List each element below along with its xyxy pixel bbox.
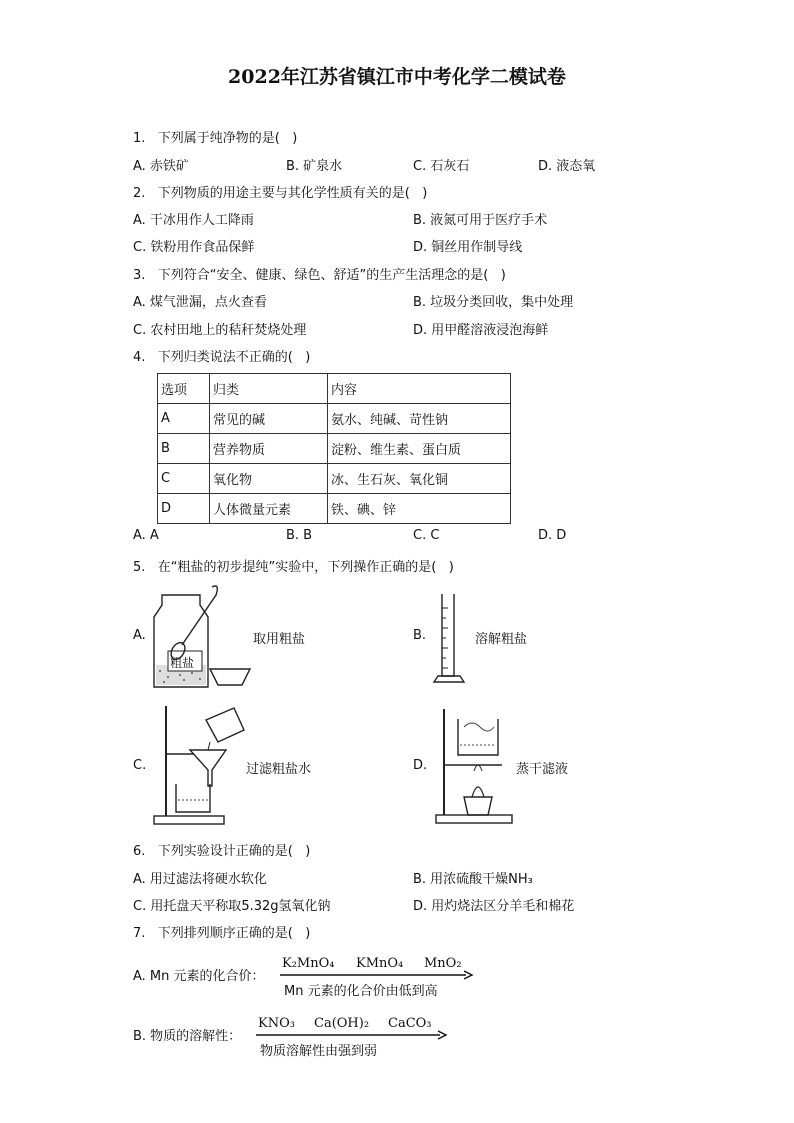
q7-a-item-3: MnO₂ (424, 956, 462, 971)
table-cell: 冰、生石灰、氧化铜 (328, 464, 511, 494)
q7-option-b-label: B. 物质的溶解性： (133, 1029, 242, 1044)
table-cell: 营养物质 (210, 434, 328, 464)
classification-table (157, 373, 511, 524)
table-cell: 氨水、纯碱、苛性钠 (328, 404, 511, 434)
q3-option-c: C. 农村田地上的秸秆焚烧处理 (133, 323, 307, 338)
q5-option-c-letter: C. (133, 758, 147, 773)
q7-b-item-1: KNO₃ (258, 1016, 295, 1031)
q5-option-d-text: 蒸干滤液 (516, 762, 569, 777)
question-3-stem: 3. 下列符合“安全、健康、绿色、舒适”的生产生活理念的是( ) (133, 268, 506, 283)
q7-a-item-2: KMnO₄ (356, 956, 404, 971)
q7-a-caption: Mn 元素的化合价由低到高 (284, 984, 438, 999)
page-title: 2022年江苏省镇江市中考化学二模试卷 (228, 66, 566, 88)
q6-option-b: B. 用浓硫酸干燥NH₃ (413, 872, 533, 887)
table-header-cell: 归类 (210, 374, 328, 404)
filtration-illustration (150, 700, 250, 830)
table-cell: 氧化物 (210, 464, 328, 494)
q7-b-item-3: CaCO₃ (388, 1016, 432, 1031)
table-header-cell: 选项 (158, 374, 210, 404)
table-cell: 常见的碱 (210, 404, 328, 434)
q4-option-b: B. B (286, 528, 313, 543)
table-cell: 淀粉、维生素、蛋白质 (328, 434, 511, 464)
table-cell: B (158, 434, 210, 464)
question-4-stem: 4. 下列归类说法不正确的( ) (133, 350, 311, 365)
q7-a-item-1: K₂MnO₄ (282, 956, 335, 971)
q6-option-d: D. 用灼烧法区分羊毛和棉花 (413, 899, 575, 914)
table-row (158, 494, 511, 524)
question-7-stem: 7. 下列排列顺序正确的是( ) (133, 926, 311, 941)
q5-option-d-letter: D. (413, 758, 428, 773)
q1-option-a: A. 赤铁矿 (133, 159, 189, 174)
q2-option-b: B. 液氮可用于医疗手术 (413, 213, 548, 228)
q4-option-a: A. A (133, 528, 159, 543)
q3-option-b: B. 垃圾分类回收，集中处理 (413, 295, 574, 310)
q1-option-b: B. 矿泉水 (286, 159, 343, 174)
table-header-row (158, 374, 511, 404)
q1-option-d: D. 液态氧 (538, 159, 596, 174)
evaporation-illustration (432, 705, 522, 830)
q4-option-c: C. C (413, 528, 440, 543)
q1-option-c: C. 石灰石 (413, 159, 470, 174)
question-2-stem: 2. 下列物质的用途主要与其化学性质有关的是( ) (133, 186, 428, 201)
q4-option-d: D. D (538, 528, 567, 543)
q6-option-a: A. 用过滤法将硬水软化 (133, 872, 267, 887)
q3-option-d: D. 用甲醛溶液浸泡海鲜 (413, 323, 549, 338)
q2-option-d: D. 铜丝用作制导线 (413, 240, 523, 255)
question-1-stem: 1. 下列属于纯净物的是( ) (133, 131, 298, 146)
q2-option-c: C. 铁粉用作食品保鲜 (133, 240, 255, 255)
table-cell: D (158, 494, 210, 524)
jar-label: 粗盐 (170, 656, 195, 670)
arrow-b-icon (256, 1030, 450, 1040)
arrow-a-icon (280, 970, 474, 980)
take-salt-illustration (150, 585, 260, 695)
table-row (158, 404, 511, 434)
table-header-cell: 内容 (328, 374, 511, 404)
q7-b-caption: 物质溶解性由强到弱 (260, 1044, 378, 1059)
q6-option-c: C. 用托盘天平称取5.32g氢氧化钠 (133, 899, 331, 914)
q5-option-a-letter: A. (133, 628, 146, 643)
q7-option-a-label: A. Mn 元素的化合价： (133, 969, 265, 984)
q3-option-a: A. 煤气泄漏，点火查看 (133, 295, 267, 310)
question-5-stem: 5. 在“粗盐的初步提纯”实验中，下列操作正确的是( ) (133, 560, 454, 575)
q5-option-b-text: 溶解粗盐 (475, 632, 528, 647)
table-cell: A (158, 404, 210, 434)
table-cell: 人体微量元素 (210, 494, 328, 524)
q7-b-item-2: Ca(OH)₂ (314, 1016, 370, 1031)
table-cell: C (158, 464, 210, 494)
q5-option-b-letter: B. (413, 628, 427, 643)
table-cell: 铁、碘、锌 (328, 494, 511, 524)
q5-option-c-text: 过滤粗盐水 (246, 762, 312, 777)
table-row (158, 434, 511, 464)
q5-option-a-text: 取用粗盐 (253, 632, 306, 647)
question-6-stem: 6. 下列实验设计正确的是( ) (133, 844, 311, 859)
q2-option-a: A. 干冰用作人工降雨 (133, 213, 254, 228)
table-row (158, 464, 511, 494)
